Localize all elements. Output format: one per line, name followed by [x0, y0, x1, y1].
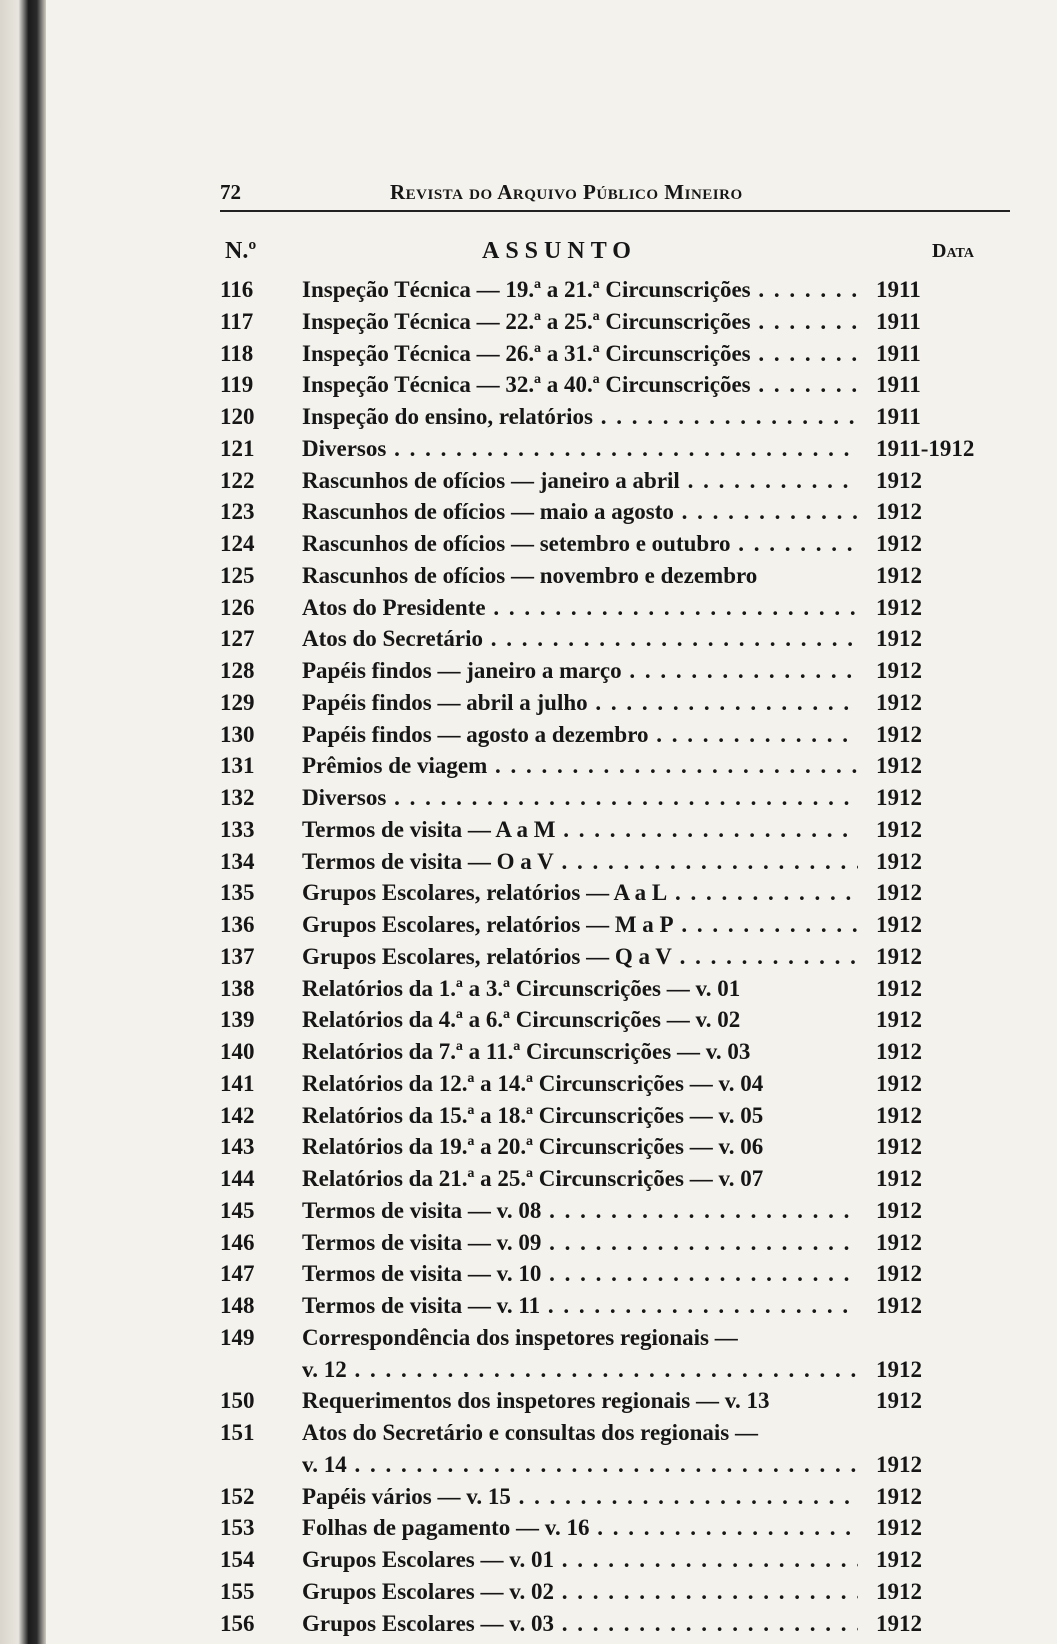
- row-date: 1912: [876, 943, 922, 969]
- row-subject: Rascunhos de ofícios — novembro e dezembro: [302, 562, 758, 588]
- table-row: [220, 1290, 1010, 1322]
- table-row: [220, 1544, 1010, 1576]
- row-date: 1912: [876, 1229, 922, 1255]
- row-date: 1912: [876, 1547, 922, 1572]
- table-row: [220, 528, 1010, 560]
- row-date: 1912: [876, 1134, 922, 1160]
- row-number: 154: [220, 1547, 255, 1572]
- row-subject: Inspeção Técnica — 19.ª a 21.ª Circunscrições . . .: [302, 274, 858, 306]
- row-date: 1912: [876, 594, 922, 620]
- row-date: 1911-1912: [876, 435, 975, 461]
- row-subject: Rascunhos de ofícios — janeiro a abril . . .: [302, 465, 858, 497]
- row-subject: Inspeção Técnica — 22.ª a 25.ª Circunscrições . . .: [302, 306, 858, 338]
- table-row: [220, 877, 1010, 909]
- row-subject: Diversos . . .: [302, 433, 858, 465]
- row-subject: Atos do Secretário e consultas dos regionais —: [302, 1420, 758, 1445]
- row-subject: Papéis findos — janeiro a março . . .: [302, 655, 858, 687]
- row-number: 117: [220, 308, 254, 334]
- table-row: [220, 1449, 1010, 1481]
- table-row: [220, 465, 1010, 497]
- table-row: [220, 306, 1010, 338]
- row-date: 1912: [876, 912, 922, 937]
- row-subject: Relatórios da 12.ª a 14.ª Circunscrições — v. 04: [302, 1070, 764, 1096]
- table-row: [220, 401, 1010, 433]
- table-row: [220, 1131, 1010, 1163]
- row-date: 1912: [876, 1102, 922, 1128]
- row-date: 1912: [876, 626, 922, 652]
- row-number: 155: [220, 1578, 255, 1604]
- row-number: 137: [220, 943, 255, 969]
- table-row: [220, 1068, 1010, 1100]
- table-row: [220, 750, 1010, 782]
- row-number: 131: [220, 753, 255, 779]
- row-number: 121: [220, 435, 255, 461]
- row-number: 156: [220, 1610, 255, 1636]
- table-row: [220, 941, 1010, 973]
- table-row: [220, 1576, 1010, 1608]
- table-row: [220, 1322, 1010, 1354]
- row-subject: Termos de visita — v. 09 . . .: [302, 1227, 858, 1259]
- row-date: 1912: [876, 1483, 922, 1509]
- row-date: 1912: [876, 1007, 922, 1033]
- row-number: 119: [220, 372, 254, 398]
- row-subject: Relatórios da 19.ª a 20.ª Circunscrições — v. 06: [302, 1134, 764, 1160]
- row-subject: Termos de visita — v. 08 . . .: [302, 1195, 858, 1227]
- row-subject: Diversos . . .: [302, 782, 858, 814]
- table-row: [220, 973, 1010, 1005]
- row-number: 142: [220, 1102, 255, 1128]
- row-subject: Termos de visita — v. 10 . . .: [302, 1258, 858, 1290]
- row-date: 1912: [876, 1451, 922, 1477]
- row-date: 1911: [876, 277, 921, 302]
- row-number: 128: [220, 658, 255, 683]
- column-header-date: Data: [932, 240, 974, 262]
- row-date: 1912: [876, 531, 922, 556]
- row-date: 1912: [876, 1515, 922, 1541]
- row-number: 134: [220, 848, 255, 874]
- row-subject: Grupos Escolares, relatórios — Q a V . . .: [302, 941, 858, 973]
- row-number: 140: [220, 1039, 255, 1064]
- table-row: [220, 1004, 1010, 1036]
- row-number: 149: [220, 1324, 255, 1350]
- row-date: 1911: [876, 340, 921, 366]
- table-row: [220, 1354, 1010, 1386]
- row-subject: Inspeção Técnica — 32.ª a 40.ª Circunscrições . . .: [302, 369, 858, 401]
- row-subject: Grupos Escolares — v. 01 . . .: [302, 1544, 858, 1576]
- document-page: [220, 178, 1010, 1639]
- table-row: [220, 433, 1010, 465]
- table-row: [220, 1227, 1010, 1259]
- row-number: 122: [220, 467, 255, 493]
- table-row: [220, 274, 1010, 306]
- row-date: 1912: [876, 816, 922, 842]
- row-number: 150: [220, 1388, 255, 1414]
- row-date: 1912: [876, 1039, 922, 1064]
- row-date: 1912: [876, 658, 922, 683]
- row-date: 1912: [876, 562, 922, 588]
- table-row: [220, 655, 1010, 687]
- row-date: 1911: [876, 404, 921, 429]
- row-date: 1912: [876, 1197, 922, 1223]
- row-number: 136: [220, 912, 255, 937]
- row-number: 144: [220, 1166, 255, 1191]
- table-row: [220, 560, 1010, 592]
- table-row: [220, 782, 1010, 814]
- table-row: [220, 1195, 1010, 1227]
- table-row: [220, 496, 1010, 528]
- row-date: 1912: [876, 1388, 922, 1414]
- row-number: 151: [220, 1420, 255, 1445]
- row-subject: Atos do Presidente . . .: [302, 592, 858, 624]
- row-subject: Relatórios da 7.ª a 11.ª Circunscrições — v. 03: [302, 1039, 751, 1064]
- row-date: 1912: [876, 1293, 922, 1318]
- row-subject: Papéis findos — abril a julho . . .: [302, 687, 858, 719]
- row-date: 1912: [876, 1356, 922, 1382]
- row-number: 124: [220, 531, 255, 556]
- row-date: 1912: [876, 975, 922, 1001]
- row-subject: Grupos Escolares, relatórios — A a L . . .: [302, 877, 858, 909]
- row-date: 1912: [876, 1070, 922, 1096]
- row-number: 130: [220, 721, 255, 747]
- row-date: 1912: [876, 1261, 922, 1287]
- row-subject: Relatórios da 4.ª a 6.ª Circunscrições — v. 02: [302, 1007, 741, 1033]
- row-subject: Folhas de pagamento — v. 16 . . .: [302, 1512, 858, 1544]
- row-date: 1912: [876, 721, 922, 747]
- row-number: 153: [220, 1515, 255, 1541]
- table-row: [220, 719, 1010, 751]
- row-subject: v. 14 . . .: [302, 1449, 858, 1481]
- row-number: 129: [220, 689, 255, 715]
- row-subject: Rascunhos de ofícios — setembro e outubro . . .: [302, 528, 858, 560]
- row-number: 138: [220, 975, 255, 1001]
- row-number: 133: [220, 816, 255, 842]
- table-row: [220, 814, 1010, 846]
- row-subject: Relatórios da 1.ª a 3.ª Circunscrições — v. 01: [302, 975, 741, 1001]
- table-row: [220, 1385, 1010, 1417]
- row-number: 123: [220, 499, 255, 525]
- row-subject: Rascunhos de ofícios — maio a agosto . . .: [302, 496, 858, 528]
- row-number: 120: [220, 404, 255, 429]
- row-subject: Grupos Escolares — v. 02 . . .: [302, 1576, 858, 1608]
- row-subject: Papéis vários — v. 15 . . .: [302, 1481, 858, 1513]
- row-subject: Termos de visita — A a M . . .: [302, 814, 858, 846]
- row-subject: Correspondência dos inspetores regionais —: [302, 1324, 738, 1350]
- page-number: 72: [220, 180, 241, 204]
- row-date: 1912: [876, 1610, 922, 1636]
- row-subject: Papéis findos — agosto a dezembro . . .: [302, 719, 858, 751]
- table-row: [220, 687, 1010, 719]
- row-number: 126: [220, 594, 255, 620]
- table-row: [220, 1258, 1010, 1290]
- column-header-number: N.º: [225, 238, 257, 264]
- table-row: [220, 1608, 1010, 1640]
- row-number: 125: [220, 562, 255, 588]
- table-row: [220, 338, 1010, 370]
- row-date: 1912: [876, 753, 922, 779]
- table-row: [220, 1163, 1010, 1195]
- row-subject: Termos de visita — v. 11 . . .: [302, 1290, 858, 1322]
- running-header: [220, 178, 1010, 212]
- row-number: 132: [220, 785, 255, 810]
- table-row: [220, 592, 1010, 624]
- table-row: [220, 1512, 1010, 1544]
- row-subject: Relatórios da 21.ª a 25.ª Circunscrições — v. 07: [302, 1166, 764, 1191]
- table-row: [220, 1481, 1010, 1513]
- table-row: [220, 1100, 1010, 1132]
- table-row: [220, 369, 1010, 401]
- index-table: [220, 274, 1010, 1639]
- row-subject: Grupos Escolares — v. 03 . . .: [302, 1608, 858, 1640]
- row-subject: Termos de visita — O a V . . .: [302, 846, 858, 878]
- row-subject: Grupos Escolares, relatórios — M a P . . .: [302, 909, 858, 941]
- row-number: 127: [220, 626, 255, 652]
- row-number: 143: [220, 1134, 255, 1160]
- row-subject: Inspeção Técnica — 26.ª a 31.ª Circunscrições . . .: [302, 338, 858, 370]
- row-date: 1912: [876, 848, 922, 874]
- running-title: Revista do Arquivo Público Mineiro: [390, 180, 743, 204]
- row-number: 152: [220, 1483, 255, 1509]
- row-number: 146: [220, 1229, 255, 1255]
- row-date: 1912: [876, 785, 922, 810]
- table-row: [220, 1417, 1010, 1449]
- table-row: [220, 846, 1010, 878]
- row-date: 1912: [876, 467, 922, 493]
- row-date: 1911: [876, 308, 921, 334]
- table-row: [220, 1036, 1010, 1068]
- row-subject: Relatórios da 15.ª a 18.ª Circunscrições — v. 05: [302, 1102, 764, 1128]
- row-date: 1912: [876, 1166, 922, 1191]
- row-date: 1912: [876, 1578, 922, 1604]
- row-number: 116: [220, 277, 254, 302]
- row-date: 1912: [876, 689, 922, 715]
- table-row: [220, 623, 1010, 655]
- row-subject: Prêmios de viagem . . .: [302, 750, 858, 782]
- row-subject: Atos do Secretário . . .: [302, 623, 858, 655]
- row-date: 1912: [876, 499, 922, 525]
- row-subject: v. 12 . . .: [302, 1354, 858, 1386]
- row-number: 141: [220, 1070, 255, 1096]
- row-subject: Requerimentos dos inspetores regionais — v. 13: [302, 1388, 770, 1414]
- row-number: 135: [220, 880, 255, 906]
- row-number: 148: [220, 1293, 255, 1318]
- table-row: [220, 909, 1010, 941]
- row-date: 1911: [876, 372, 921, 398]
- row-number: 147: [220, 1261, 255, 1287]
- row-number: 118: [220, 340, 254, 366]
- column-header-subject: ASSUNTO: [482, 238, 637, 264]
- row-date: 1912: [876, 880, 922, 906]
- row-number: 139: [220, 1007, 255, 1033]
- book-binding-edge: [0, 0, 46, 1644]
- row-subject: Inspeção do ensino, relatórios . . .: [302, 401, 858, 433]
- row-number: 145: [220, 1197, 255, 1223]
- table-column-headers: [220, 212, 1010, 274]
